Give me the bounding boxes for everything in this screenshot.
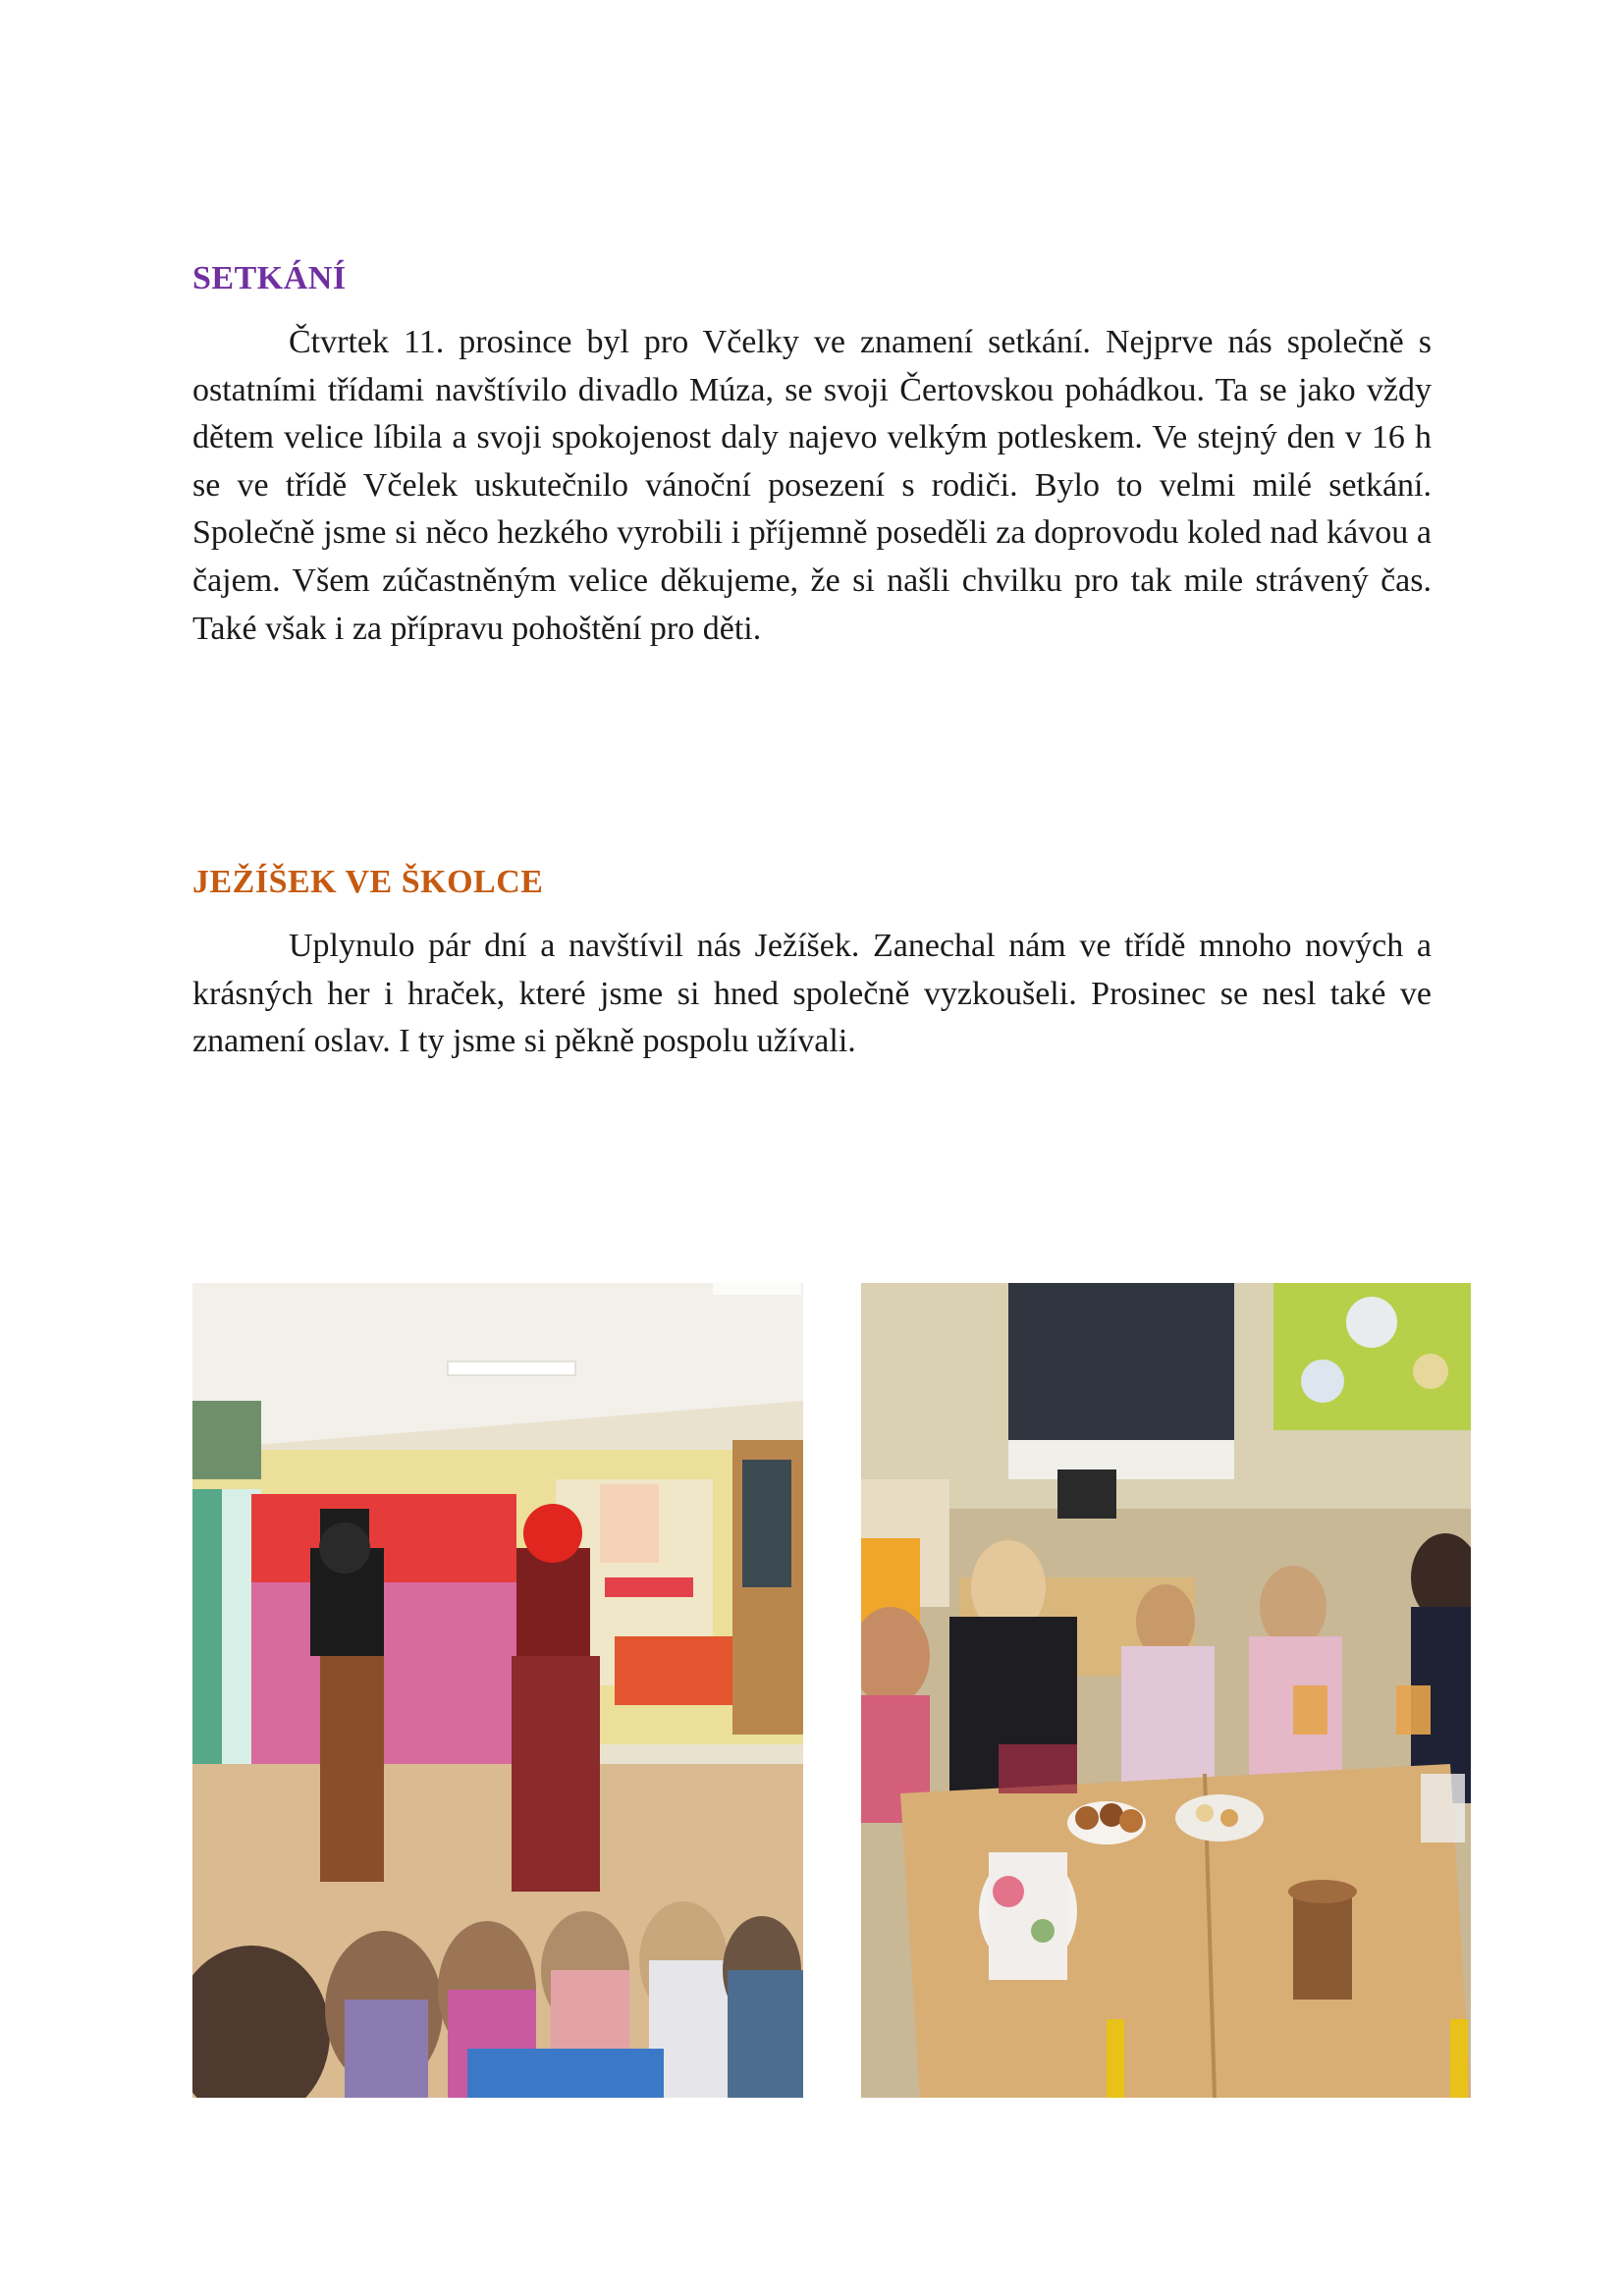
section-heading: JEŽÍŠEK VE ŠKOLCE xyxy=(192,864,544,900)
section-heading: SETKÁNÍ xyxy=(192,260,347,296)
section-setkani xyxy=(192,260,1432,653)
photo-christmas-gathering xyxy=(861,1283,1471,2098)
section-jezisek xyxy=(192,864,1432,1066)
section-paragraph: Čtvrtek 11. prosince byl pro Včelky ve znamení setkání. Nejprve nás společně s ostatními třídami navštívilo divadlo Múza, se svoji Čertovskou pohádkou. Ta se jako vždy dětem velice líbila a svoji spokojenost daly najevo velkým potleskem. Ve stejný den v 16 h se ve třídě Včelek uskutečnilo vánoční posezení s rodiči. Bylo to velmi milé setkání. Společně jsme si něco hezkého vyrobili i příjemně poseděli za doprovodu koled nad kávou a čajem. Všem zúčastněným velice děkujeme, že si našli chvilku pro tak mile strávený čas. Také však i za přípravu pohoštění pro děti. xyxy=(192,324,1432,647)
photo-theatre-performance xyxy=(192,1283,803,2098)
section-paragraph: Uplynulo pár dní a navštívil nás Ježíšek. Zanechal nám ve třídě mnoho nových a krásných her i hraček, které jsme si hned společně vyzkoušeli. Prosinec se nesl také ve znamení oslav. I ty jsme si pěkně pospolu užívali. xyxy=(192,928,1432,1060)
